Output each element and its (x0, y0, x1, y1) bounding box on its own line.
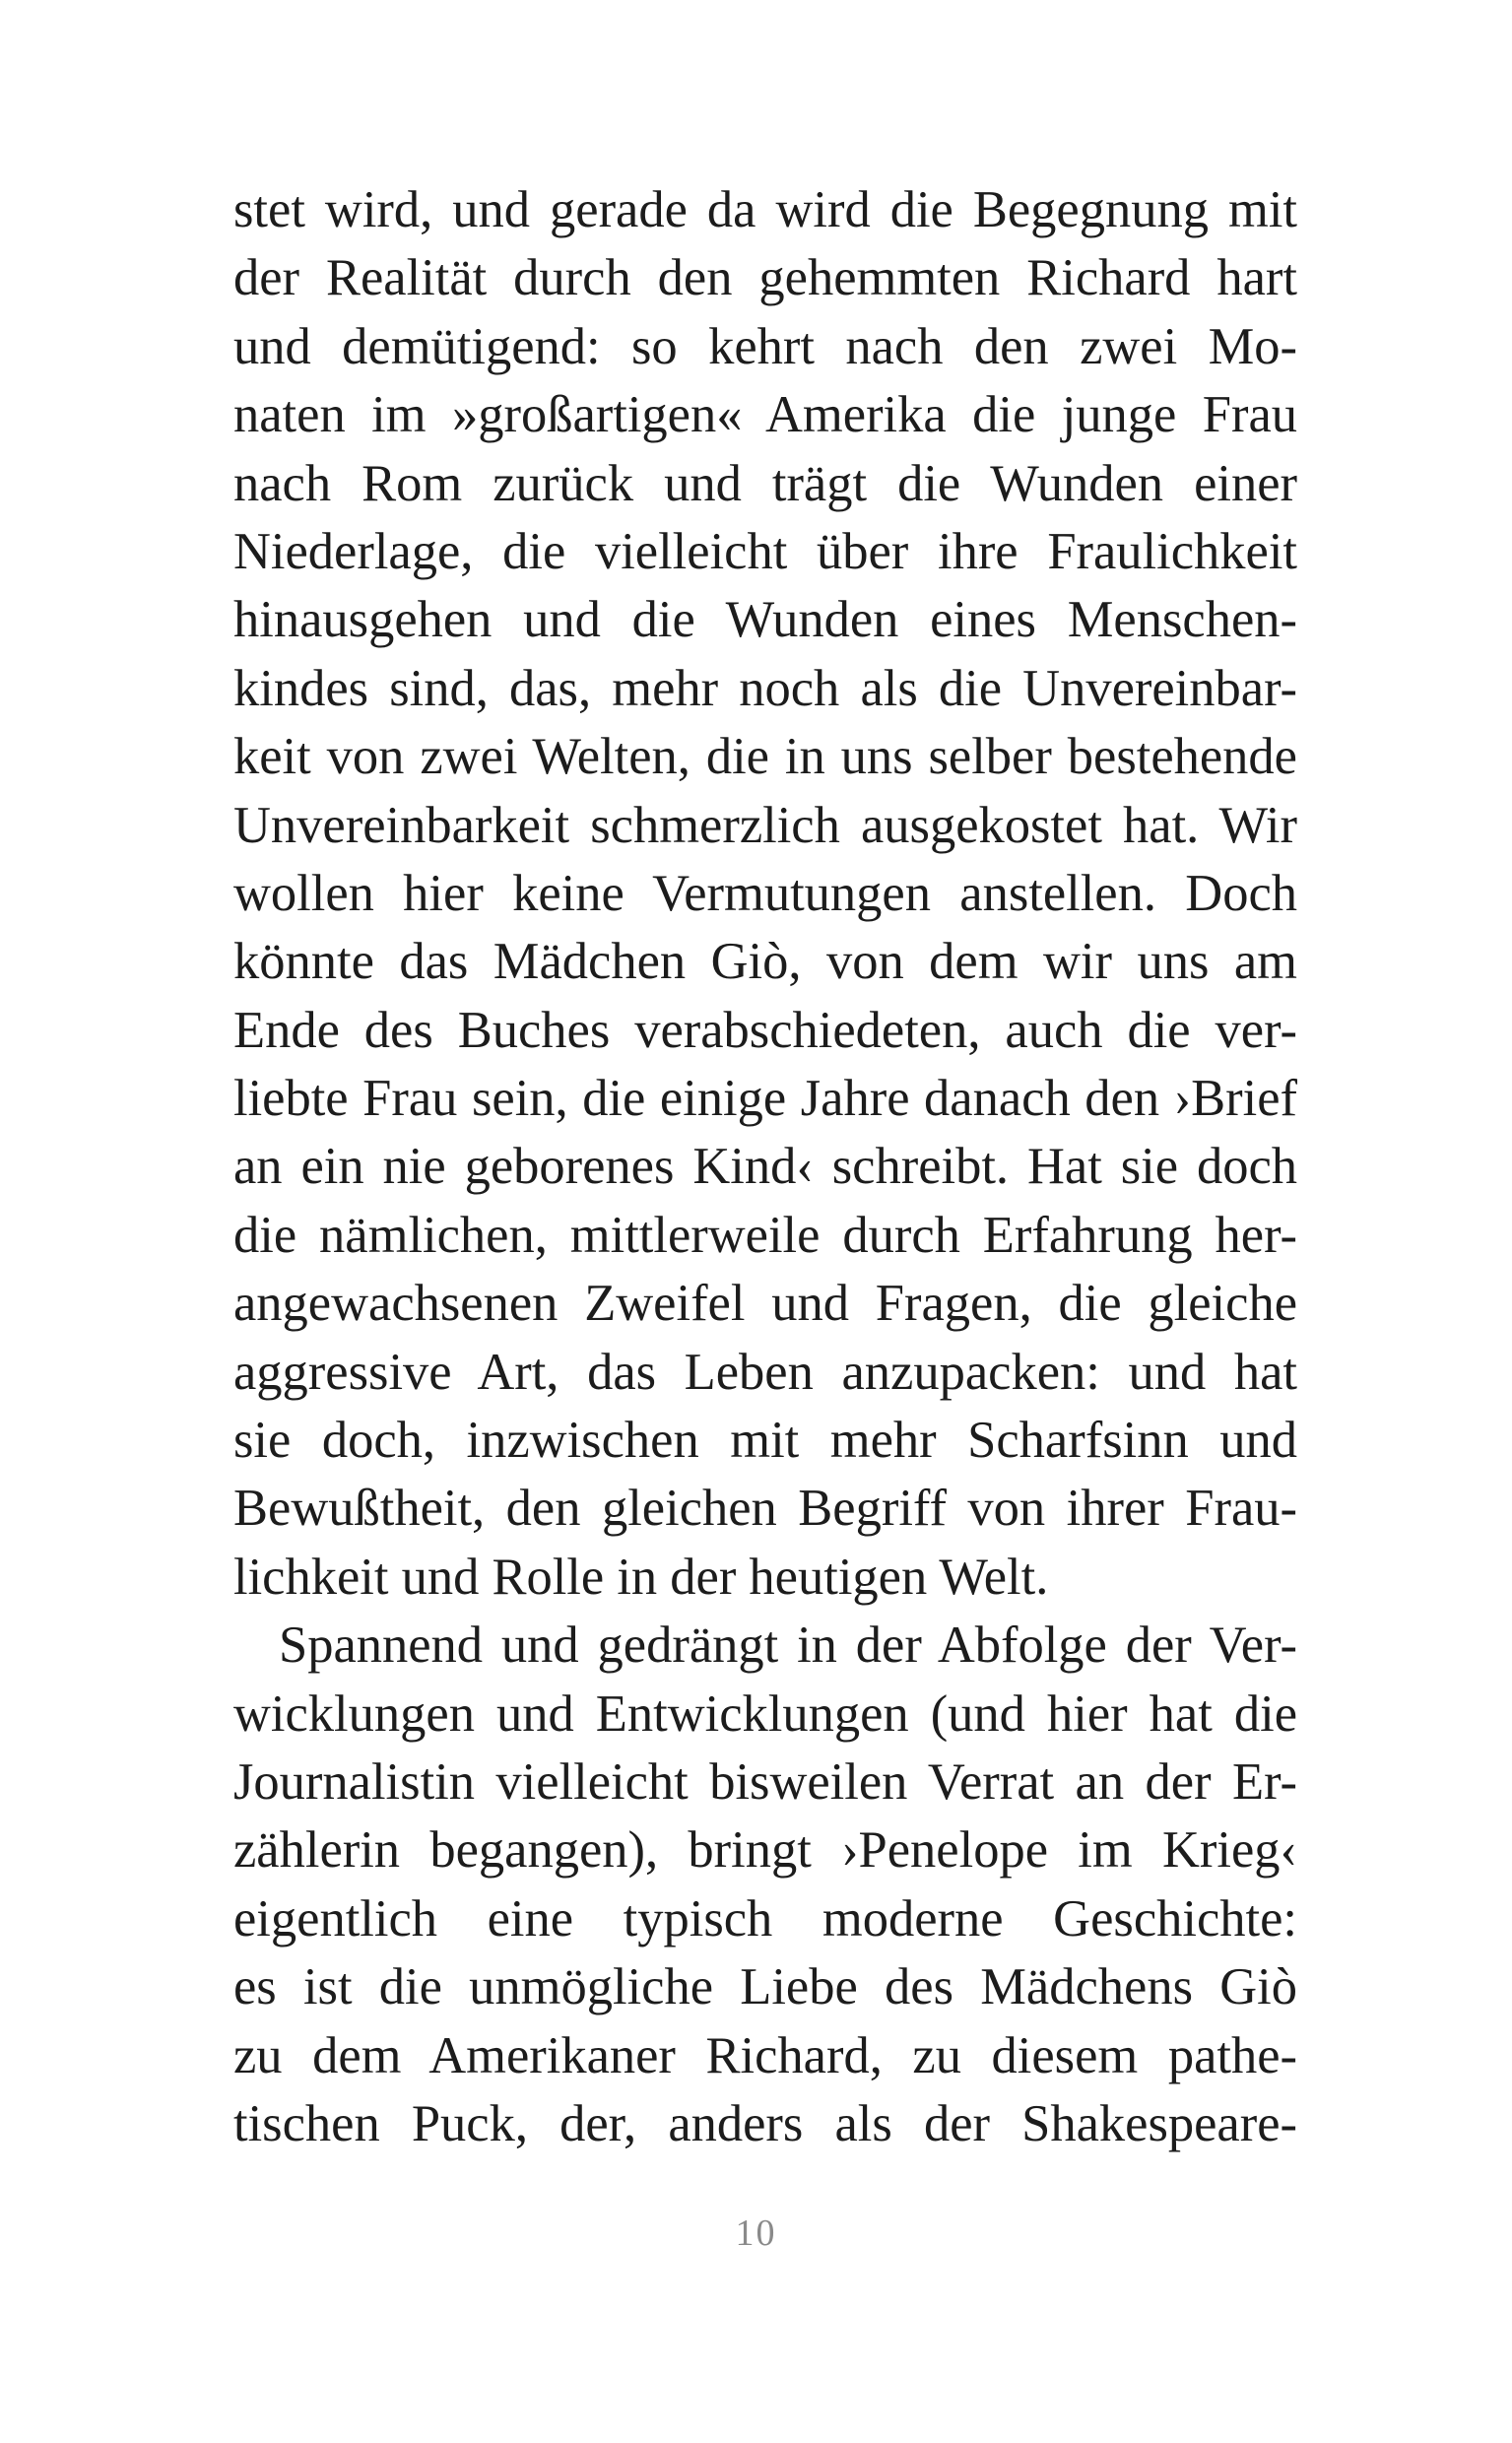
text-line: naten im »großartigen« Amerika die junge Frau (233, 386, 1297, 444)
paragraph-2 (233, 1612, 1297, 2158)
text-line: zu dem Amerikaner Richard, zu diesem pathe- (233, 2026, 1297, 2084)
text-line: Ende des Buches verabschiedeten, auch die ver- (233, 1001, 1297, 1059)
text-line: liebte Frau sein, die einige Jahre danach den ›Brief (233, 1070, 1297, 1128)
text-line: es ist die unmögliche Liebe des Mädchens Giò (233, 1958, 1297, 2016)
text-line: tischen Puck, der, anders als der Shakespeare- (233, 2094, 1297, 2152)
text-line: und demütigend: so kehrt nach den zwei Mo- (233, 317, 1297, 375)
text-line: wicklungen und Entwicklungen (und hier hat die (233, 1684, 1297, 1743)
text-line: aggressive Art, das Leben anzupacken: und hat (233, 1343, 1297, 1401)
text-line: die nämlichen, mittlerweile durch Erfahrung her- (233, 1206, 1297, 1264)
text-line: keit von zwei Welten, die in uns selber bestehende (233, 728, 1297, 786)
text-line: könnte das Mädchen Giò, von dem wir uns am (233, 933, 1297, 991)
paragraph-1 (233, 176, 1297, 1612)
page-number: 10 (735, 2212, 777, 2254)
text-line: Spannend und gedrängt in der Abfolge der Ver- (279, 1617, 1297, 1675)
text-line: wollen hier keine Vermutungen anstellen. Doch (233, 864, 1297, 922)
text-line: Unvereinbarkeit schmerzlich ausgekostet hat. Wir (233, 796, 1297, 854)
text-line: Journalistin vielleicht bisweilen Verrat an der Er- (233, 1752, 1297, 1811)
text-line: nach Rom zurück und trägt die Wunden einer (233, 454, 1297, 512)
text-line: hinausgehen und die Wunden eines Menschen- (233, 591, 1297, 649)
text-line: der Realität durch den gehemmten Richard hart (233, 249, 1297, 307)
text-line: stet wird, und gerade da wird die Begegnung mit (233, 181, 1297, 238)
body-text (233, 176, 1297, 2158)
text-line: Bewußtheit, den gleichen Begriff von ihrer Frau- (233, 1480, 1297, 1538)
text-line: lichkeit und Rolle in der heutigen Welt. (233, 1548, 1049, 1606)
text-line: Niederlage, die vielleicht über ihre Fraulichkeit (233, 522, 1297, 580)
text-line: zählerin begangen), bringt ›Penelope im Krieg‹ (233, 1821, 1297, 1880)
text-line: kindes sind, das, mehr noch als die Unvereinbar- (233, 659, 1297, 717)
text-line: eigentlich eine typisch moderne Geschichte: (233, 1889, 1297, 1948)
text-line: angewachsenen Zweifel und Fragen, die gleiche (233, 1275, 1297, 1333)
text-line: sie doch, inzwischen mit mehr Scharfsinn und (233, 1412, 1297, 1470)
text-line: an ein nie geborenes Kind‹ schreibt. Hat sie doch (233, 1138, 1297, 1196)
